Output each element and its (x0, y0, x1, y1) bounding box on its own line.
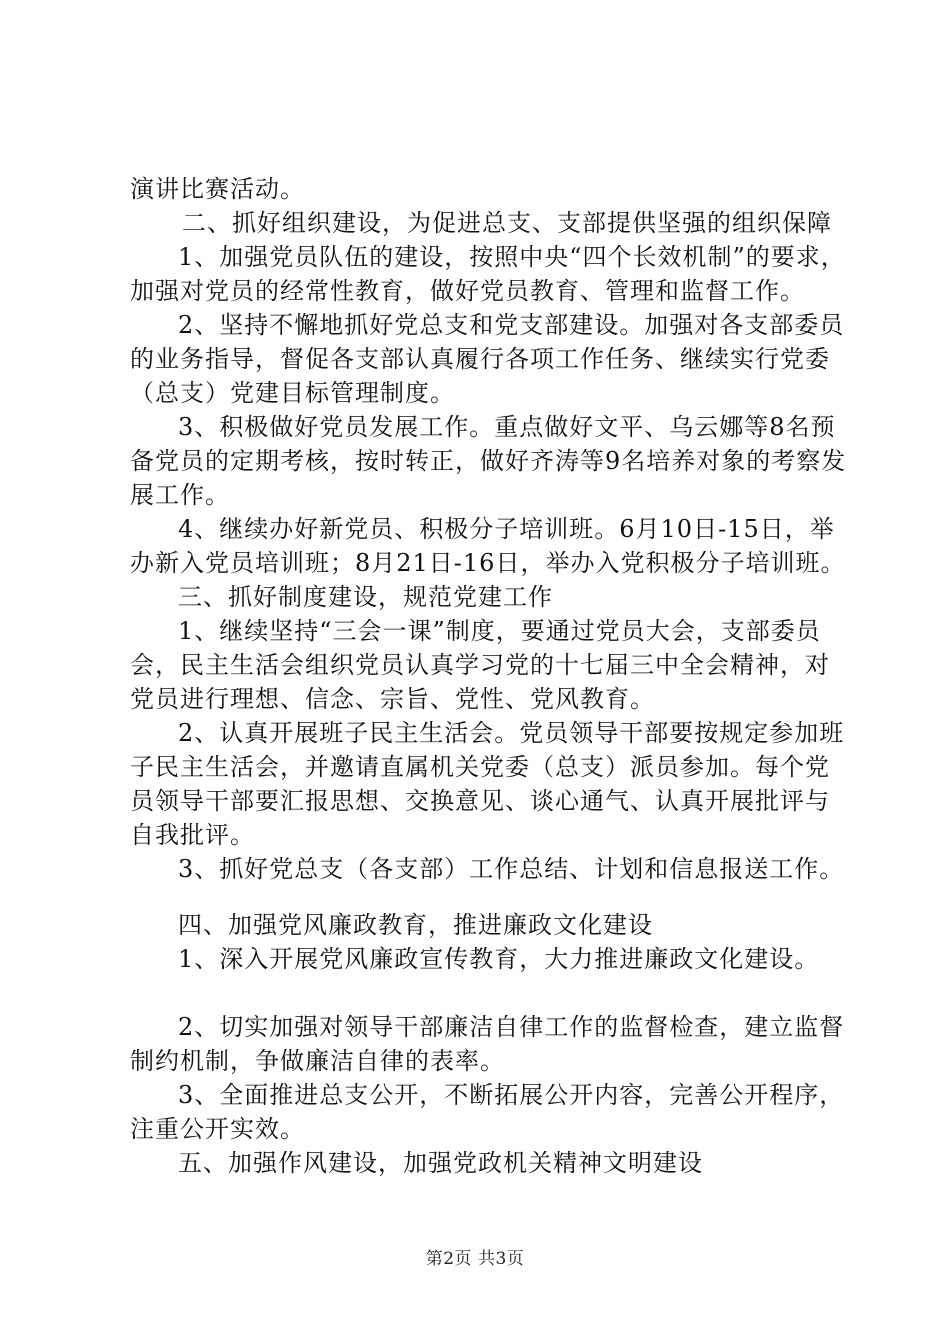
paragraph-1: 演讲比赛活动。 (130, 175, 305, 203)
paragraph-3-3: 3、抓好党总支（各支部）工作总结、计划和信息报送工作。 (178, 855, 845, 883)
paragraph-2-3: 3、积极做好党员发展工作。重点做好文平、乌云娜等8名预备党员的定期考核，按时转正，做好齐涛等9名培养对象的考察发展工作。 (130, 413, 847, 509)
paragraph-4-1: 1、深入开展党风廉政宣传教育，大力推进廉政文化建设。 (178, 945, 820, 973)
paragraph-2-2: 2、坚持不懈地抓好党总支和党支部建设。加强对各支部委员的业务指导，督促各支部认真履行各项工作任务、继续实行党委（总支）党建目标管理制度。 (130, 311, 845, 407)
paragraph-3-1: 1、继续坚持“三会一课”制度，要通过党员大会，支部委员会，民主生活会组织党员认真学习党的十七届三中全会精神，对党员进行理想、信念、宗旨、党性、党风教育。 (130, 617, 830, 713)
section-heading-2: 二、抓好组织建设，为促进总支、支部提供坚强的组织保障 (182, 209, 832, 237)
section-heading-4: 四、加强党风廉政教育，推进廉政文化建设 (178, 911, 653, 939)
section-heading-5: 五、加强作风建设，加强党政机关精神文明建设 (178, 1149, 703, 1177)
paragraph-2-1: 1、加强党员队伍的建设，按照中央“四个长效机制”的要求，加强对党员的经常性教育，做好党员教育、管理和监督工作。 (130, 243, 846, 305)
paragraph-4-2: 2、切实加强对领导干部廉洁自律工作的监督检查，建立监督制约机制，争做廉洁自律的表率。 (130, 1013, 845, 1075)
section-heading-3: 三、抓好制度建设，规范党建工作 (178, 583, 553, 611)
paragraph-4-3: 3、全面推进总支公开，不断拓展公开内容，完善公开程序，注重公开实效。 (130, 1081, 845, 1143)
body-text (130, 172, 850, 1180)
paragraph-3-2: 2、认真开展班子民主生活会。党员领导干部要按规定参加班子民主生活会，并邀请直属机关党委（总支）派员参加。每个党员领导干部要汇报思想、交换意见、谈心通气、认真开展批评与自我批评。 (130, 719, 845, 849)
page-footer: 第2页 共3页 (425, 1249, 525, 1269)
paragraph-2-4: 4、继续办好新党员、积极分子培训班。6月10日-15日，举办新入党员培训班；8月21日-16日，举办入党积极分子培训班。 (130, 515, 846, 577)
